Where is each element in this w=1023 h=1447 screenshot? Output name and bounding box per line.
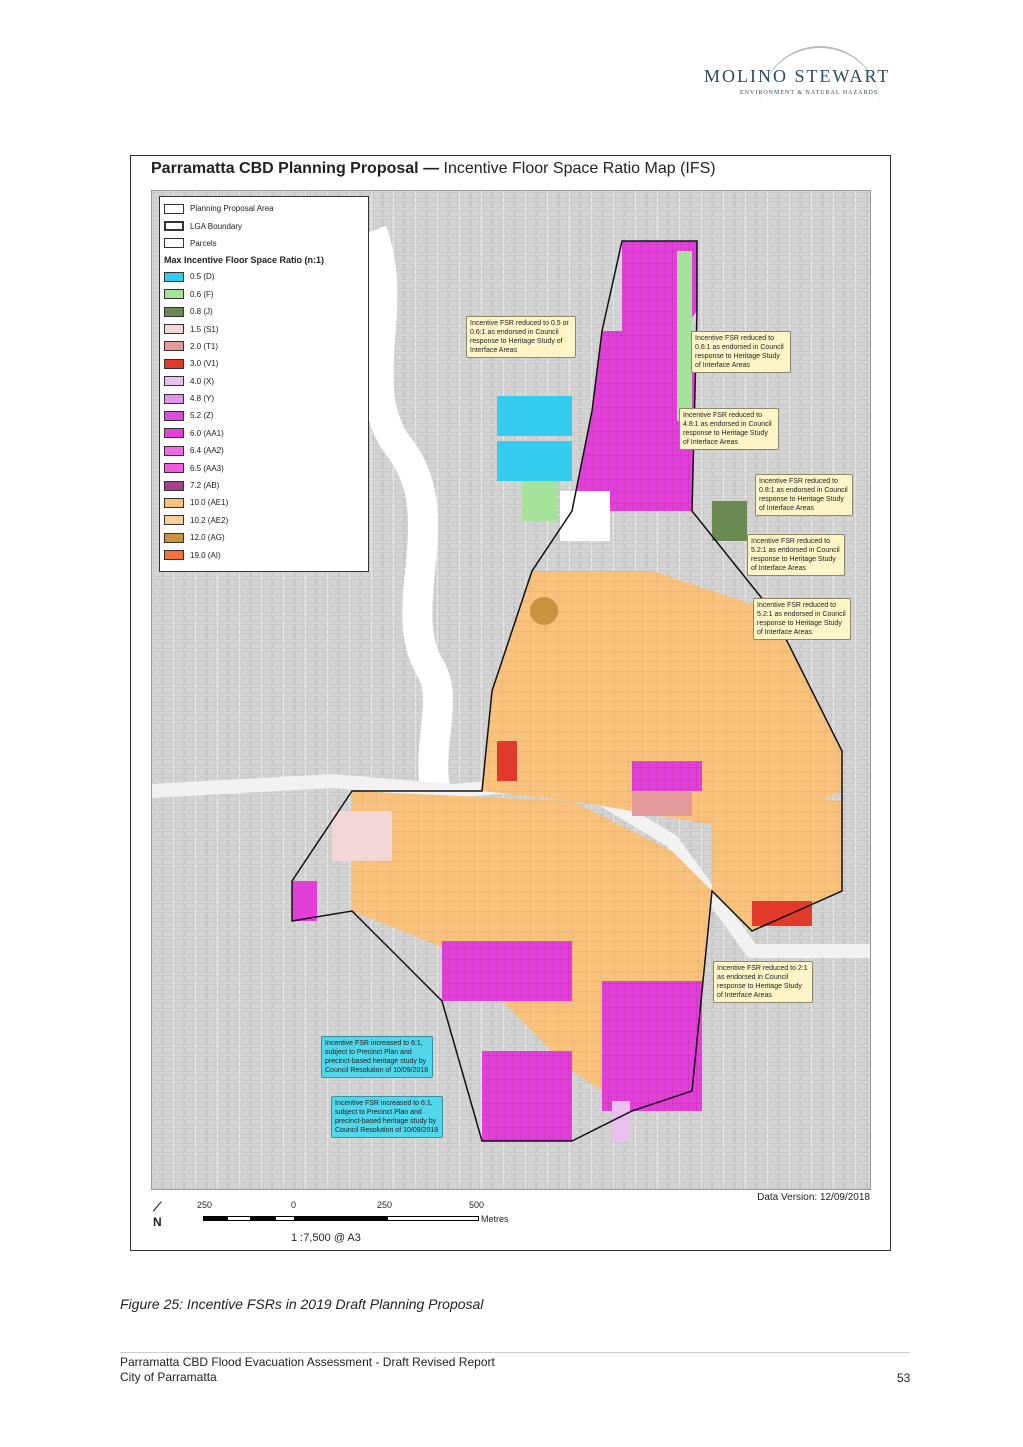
- callout-4-8: Incentive FSR reduced to 4.8:1 as endorsed in Council response to Heritage Study of Interface Areas: [679, 408, 779, 450]
- map-legend: [159, 196, 369, 572]
- legend-label: 10.0 (AE1): [190, 498, 229, 508]
- legend-swatch: [164, 498, 184, 508]
- scale-label-0: 0: [291, 1200, 297, 1210]
- callout-5-2-south: Incentive FSR reduced to 5.2:1 as endorsed in Council response to Heritage Study of Interface Areas: [753, 598, 851, 640]
- legend-label: 7.2 (AB): [190, 481, 220, 491]
- legend-label: 19.0 (AI): [190, 550, 221, 560]
- legend-swatch: [164, 359, 184, 369]
- legend-swatch: [164, 238, 184, 248]
- legend-label: 4.0 (X): [190, 376, 215, 386]
- legend-swatch: [164, 446, 184, 456]
- company-logo: [700, 40, 910, 100]
- legend-label: 10.2 (AE2): [190, 515, 229, 525]
- scale-units: Metres: [481, 1214, 509, 1224]
- legend-label: 0.8 (J): [190, 307, 213, 317]
- legend-class-5: [164, 355, 364, 372]
- legend-swatch: [164, 221, 184, 231]
- footer-divider: [120, 1352, 910, 1353]
- legend-class-9: [164, 425, 364, 442]
- fsr-zone-0-5-south: [497, 441, 572, 481]
- logo-tagline: ENVIRONMENT & NATURAL HAZARDS: [740, 90, 879, 96]
- legend-class-8: [164, 407, 364, 424]
- fsr-zone-0-6: [677, 251, 692, 421]
- legend-class-7: [164, 390, 364, 407]
- fsr-zone-4-0: [612, 1101, 630, 1141]
- fsr-zone-1-5: [332, 811, 392, 861]
- legend-label: 2.0 (T1): [190, 341, 219, 351]
- legend-label: 6.0 (AA1): [190, 428, 224, 438]
- fsr-zone-0-6-small: [522, 481, 557, 521]
- legend-swatch: [164, 515, 184, 525]
- legend-class-10: [164, 442, 364, 459]
- legend-class-11: [164, 459, 364, 476]
- legend-swatch: [164, 533, 184, 543]
- map-title-bold: Parramatta CBD Planning Proposal —: [151, 160, 440, 177]
- legend-class-16: [164, 546, 364, 563]
- legend-swatch: [164, 428, 184, 438]
- legend-label: 5.2 (Z): [190, 411, 214, 421]
- fsr-zone-south-east: [602, 981, 702, 1111]
- scale-segment-3: [251, 1216, 275, 1221]
- legend-label: 12.0 (AG): [190, 533, 225, 543]
- fsr-zone-mid: [632, 761, 702, 791]
- fsr-zone-12-0: [530, 597, 558, 625]
- legend-swatch: [164, 394, 184, 404]
- legend-label: 0.6 (F): [190, 289, 214, 299]
- callout-2-0: Incentive FSR reduced to 2:1 as endorsed in Council response to Heritage Study of Interface Areas: [713, 961, 813, 1003]
- scale-label-250: 250: [377, 1200, 393, 1210]
- legend-class-14: [164, 512, 364, 529]
- north-arrow-icon: ⟋: [153, 1200, 162, 1214]
- legend-label: 6.4 (AA2): [190, 446, 224, 456]
- legend-class-3: [164, 320, 364, 337]
- fsr-zone-3-0: [752, 901, 812, 926]
- legend-class-2: [164, 303, 364, 320]
- page-number: 53: [897, 1371, 911, 1385]
- legend-swatch: [164, 550, 184, 560]
- footer: [120, 1355, 495, 1385]
- scale-bar: [179, 1200, 509, 1250]
- legend-class-13: [164, 494, 364, 511]
- scale-segment-1: [203, 1216, 227, 1221]
- legend-class-12: [164, 477, 364, 494]
- figure-caption: Figure 25: Incentive FSRs in 2019 Draft Planning Proposal: [120, 1296, 484, 1312]
- fsr-zone-3-0-west: [497, 741, 517, 781]
- legend-swatch: [164, 324, 184, 334]
- legend-class-0: [164, 268, 364, 285]
- legend-class-1: [164, 286, 364, 303]
- legend-label: 4.8 (Y): [190, 394, 215, 404]
- legend-class-4: [164, 338, 364, 355]
- logo-name: MOLINO STEWART: [704, 66, 891, 86]
- callout-6-0-south: Incentive FSR increased to 6:1, subject to Precinct Plan and precinct-based heritage study by Council Resolution of 10/09/2018: [331, 1096, 443, 1138]
- footer-report-title: Parramatta CBD Flood Evacuation Assessment - Draft Revised Report: [120, 1355, 495, 1369]
- fsr-zone-west-block: [292, 881, 317, 921]
- callout-6-0-north: Incentive FSR increased to 6:1, subject to Precinct Plan and precinct-based heritage study by Council Resolution of 10/09/2018: [321, 1036, 433, 1078]
- legend-swatch: [164, 376, 184, 386]
- callout-5-2-north: Incentive FSR reduced to 5.2:1 as endorsed in Council response to Heritage Study of Interface Areas: [747, 534, 845, 576]
- legend-class-15: [164, 529, 364, 546]
- legend-item-1: [164, 217, 364, 234]
- legend-label: Parcels: [190, 238, 217, 248]
- legend-label: 6.5 (AA3): [190, 463, 224, 473]
- legend-swatch: [164, 307, 184, 317]
- scale-label-250-left: 250: [197, 1200, 213, 1210]
- map-figure: [130, 155, 891, 1251]
- fsr-zone-0-5-north: [497, 396, 572, 436]
- legend-swatch: [164, 272, 184, 282]
- callout-0-8: Incentive FSR reduced to 0.8:1 as endorsed in Council response to Heritage Study of Interface Areas: [755, 474, 853, 516]
- fsr-zone-0-8: [712, 501, 747, 541]
- footer-organisation: City of Parramatta: [120, 1370, 217, 1384]
- scale-label-500: 500: [469, 1200, 485, 1210]
- legend-swatch: [164, 341, 184, 351]
- legend-swatch: [164, 481, 184, 491]
- fsr-zone-southwest: [442, 941, 572, 1001]
- map-title: [151, 160, 716, 178]
- legend-label: 1.5 (S1): [190, 324, 219, 334]
- scale-segment-5: [295, 1216, 387, 1221]
- callout-0-5-0-6: Incentive FSR reduced to 0.5 or 0.6:1 as endorsed in Council response to Heritage Study of Interface Areas: [466, 316, 576, 358]
- legend-label: 0.5 (D): [190, 272, 215, 282]
- legend-class-6: [164, 373, 364, 390]
- map-title-rest: Incentive Floor Space Ratio Map (IFS): [443, 160, 716, 177]
- scale-segment-2: [227, 1216, 251, 1221]
- legend-swatch: [164, 411, 184, 421]
- legend-item-0: [164, 200, 364, 217]
- legend-swatch: [164, 289, 184, 299]
- callout-0-6: Incentive FSR reduced to 0.6:1 as endorsed in Council response to Heritage Study of Interface Areas: [691, 331, 791, 373]
- north-label: N: [153, 1215, 162, 1229]
- legend-swatch: [164, 463, 184, 473]
- legend-swatch: [164, 204, 184, 214]
- north-arrow: [153, 1200, 162, 1229]
- legend-label: 3.0 (V1): [190, 359, 219, 369]
- legend-item-2: [164, 235, 364, 252]
- scale-segment-4: [275, 1216, 295, 1221]
- scale-segment-6: [387, 1216, 479, 1221]
- unzoned-block: [560, 491, 610, 541]
- fsr-zone-2-0: [632, 791, 692, 816]
- data-version: Data Version: 12/09/2018: [757, 1192, 870, 1203]
- legend-heading: Max Incentive Floor Space Ratio (n:1): [164, 255, 325, 266]
- scale-ratio: 1 :7,500 @ A3: [291, 1232, 361, 1244]
- fsr-zone-south: [482, 1051, 572, 1141]
- legend-label: Planning Proposal Area: [190, 204, 274, 214]
- legend-label: LGA Boundary: [190, 221, 243, 231]
